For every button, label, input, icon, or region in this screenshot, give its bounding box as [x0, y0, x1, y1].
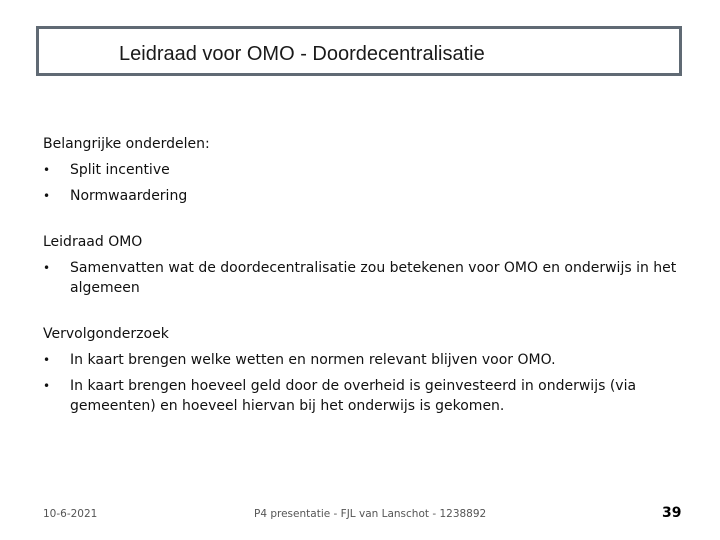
bullet-text: In kaart brengen hoeveel geld door de overheid is geinvesteerd in onderwijs (via gemeenten) en hoeveel hiervan bij het onderwijs is gekomen.	[70, 378, 637, 414]
bullet-item	[43, 157, 693, 183]
bullet-text: Split incentive	[70, 162, 170, 178]
page-number: 39	[662, 505, 682, 521]
slide-title: Leidraad voor OMO - Doordecentralisatie	[119, 43, 485, 65]
footer-presentation-info: P4 presentatie - FJL van Lanschot - 1238892	[254, 508, 487, 520]
section-heading: Vervolgonderzoek	[43, 326, 169, 342]
bullet-item	[43, 255, 693, 301]
slide-content	[43, 131, 693, 419]
bullet-marker: •	[43, 261, 51, 275]
bullet-marker: •	[43, 379, 51, 393]
bullet-text: Samenvatten wat de doordecentralisatie zou betekenen voor OMO en onderwijs in het algemeen	[70, 260, 677, 296]
section-leidraad-omo	[43, 229, 693, 301]
bullet-item	[43, 347, 693, 373]
section-vervolgonderzoek	[43, 321, 693, 419]
bullet-marker: •	[43, 353, 51, 367]
bullet-item	[43, 373, 693, 419]
bullet-list	[43, 157, 693, 209]
footer-date: 10-6-2021	[43, 508, 98, 520]
bullet-text: Normwaardering	[70, 188, 188, 204]
bullet-list	[43, 255, 693, 301]
section-heading: Leidraad OMO	[43, 234, 143, 250]
bullet-text: In kaart brengen welke wetten en normen relevant blijven voor OMO.	[70, 352, 556, 368]
title-box	[36, 26, 682, 76]
section-belangrijke-onderdelen	[43, 131, 693, 209]
bullet-marker: •	[43, 163, 51, 177]
bullet-item	[43, 183, 693, 209]
bullet-marker: •	[43, 189, 51, 203]
bullet-list	[43, 347, 693, 419]
section-heading: Belangrijke onderdelen:	[43, 136, 210, 152]
